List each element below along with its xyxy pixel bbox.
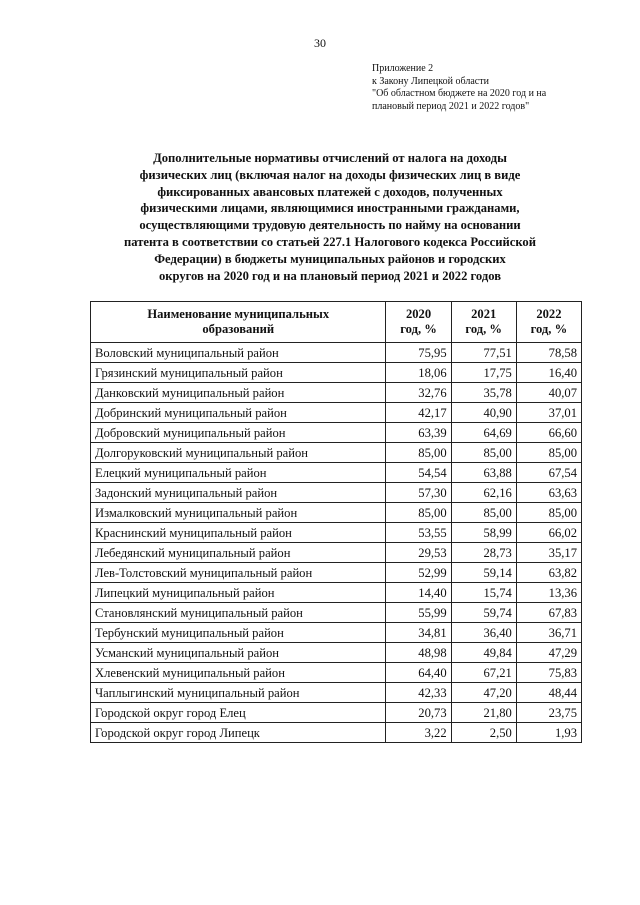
header-2020-line1: 2020 bbox=[405, 307, 432, 321]
cell-name: Становлянский муниципальный район bbox=[91, 603, 386, 623]
title-line: осуществляющими трудовую деятельность по найму на основании bbox=[139, 218, 521, 233]
cell-name: Липецкий муниципальный район bbox=[91, 583, 386, 603]
cell-name: Елецкий муниципальный район bbox=[91, 463, 386, 483]
cell-2020: 54,54 bbox=[386, 463, 451, 483]
cell-2021: 77,51 bbox=[451, 343, 516, 363]
cell-2022: 85,00 bbox=[516, 443, 581, 463]
cell-name: Задонский муниципальный район bbox=[91, 483, 386, 503]
cell-name: Краснинский муниципальный район bbox=[91, 523, 386, 543]
title-line: Дополнительные нормативы отчислений от налога на доходы bbox=[153, 151, 507, 165]
table-row bbox=[91, 563, 582, 583]
cell-name: Грязинский муниципальный район bbox=[91, 363, 386, 383]
table-row bbox=[91, 663, 582, 683]
cell-2020: 3,22 bbox=[386, 723, 451, 743]
cell-2022: 16,40 bbox=[516, 363, 581, 383]
header-2021-line1: 2021 bbox=[471, 307, 497, 321]
table-row bbox=[91, 683, 582, 703]
cell-2020: 29,53 bbox=[386, 543, 451, 563]
cell-2021: 85,00 bbox=[451, 503, 516, 523]
cell-name: Чаплыгинский муниципальный район bbox=[91, 683, 386, 703]
cell-name: Городской округ город Елец bbox=[91, 703, 386, 723]
header-name bbox=[91, 302, 386, 343]
cell-2021: 40,90 bbox=[451, 403, 516, 423]
cell-name: Добринский муниципальный район bbox=[91, 403, 386, 423]
cell-2022: 67,54 bbox=[516, 463, 581, 483]
cell-2021: 85,00 bbox=[451, 443, 516, 463]
cell-2021: 58,99 bbox=[451, 523, 516, 543]
cell-name: Лев-Толстовский муниципальный район bbox=[91, 563, 386, 583]
table-row bbox=[91, 623, 582, 643]
cell-name: Измалковский муниципальный район bbox=[91, 503, 386, 523]
cell-2020: 32,76 bbox=[386, 383, 451, 403]
cell-2021: 63,88 bbox=[451, 463, 516, 483]
document-title bbox=[78, 150, 582, 284]
cell-2021: 28,73 bbox=[451, 543, 516, 563]
cell-2021: 47,20 bbox=[451, 683, 516, 703]
appendix-line: Приложение 2 bbox=[372, 63, 434, 74]
cell-2021: 49,84 bbox=[451, 643, 516, 663]
cell-2021: 17,75 bbox=[451, 363, 516, 383]
table-header-row bbox=[91, 302, 582, 343]
header-2020 bbox=[386, 302, 451, 343]
cell-2022: 40,07 bbox=[516, 383, 581, 403]
cell-2022: 66,02 bbox=[516, 523, 581, 543]
page-number: 30 bbox=[314, 36, 326, 50]
cell-2020: 14,40 bbox=[386, 583, 451, 603]
cell-2021: 59,14 bbox=[451, 563, 516, 583]
cell-2021: 21,80 bbox=[451, 703, 516, 723]
table-row bbox=[91, 343, 582, 363]
header-2022 bbox=[516, 302, 581, 343]
cell-2022: 23,75 bbox=[516, 703, 581, 723]
cell-2020: 42,33 bbox=[386, 683, 451, 703]
table-row bbox=[91, 443, 582, 463]
header-2022-line2: год, % bbox=[530, 322, 568, 336]
norms-table bbox=[90, 301, 582, 743]
cell-2022: 63,63 bbox=[516, 483, 581, 503]
header-2021 bbox=[451, 302, 516, 343]
cell-2022: 78,58 bbox=[516, 343, 581, 363]
table-row bbox=[91, 723, 582, 743]
table-row bbox=[91, 543, 582, 563]
table-row bbox=[91, 603, 582, 623]
cell-name: Воловский муниципальный район bbox=[91, 343, 386, 363]
cell-name: Хлевенский муниципальный район bbox=[91, 663, 386, 683]
cell-2022: 85,00 bbox=[516, 503, 581, 523]
cell-name: Данковский муниципальный район bbox=[91, 383, 386, 403]
title-line: патента в соответствии со статьей 227.1 Налогового кодекса Российской bbox=[124, 234, 536, 249]
cell-2020: 75,95 bbox=[386, 343, 451, 363]
cell-2022: 36,71 bbox=[516, 623, 581, 643]
cell-2020: 42,17 bbox=[386, 403, 451, 423]
cell-2021: 67,21 bbox=[451, 663, 516, 683]
table-row bbox=[91, 483, 582, 503]
cell-2022: 63,82 bbox=[516, 563, 581, 583]
cell-2021: 59,74 bbox=[451, 603, 516, 623]
header-name-line1: Наименование муниципальных bbox=[147, 307, 330, 321]
cell-2020: 63,39 bbox=[386, 423, 451, 443]
cell-name: Городской округ город Липецк bbox=[91, 723, 386, 743]
cell-2020: 85,00 bbox=[386, 503, 451, 523]
cell-2022: 35,17 bbox=[516, 543, 581, 563]
table-row bbox=[91, 363, 582, 383]
cell-2020: 64,40 bbox=[386, 663, 451, 683]
cell-name: Добровский муниципальный район bbox=[91, 423, 386, 443]
cell-2020: 55,99 bbox=[386, 603, 451, 623]
cell-name: Долгоруковский муниципальный район bbox=[91, 443, 386, 463]
table-row bbox=[91, 503, 582, 523]
cell-2021: 36,40 bbox=[451, 623, 516, 643]
cell-2022: 47,29 bbox=[516, 643, 581, 663]
appendix-note bbox=[372, 63, 622, 113]
cell-2020: 34,81 bbox=[386, 623, 451, 643]
cell-2020: 57,30 bbox=[386, 483, 451, 503]
cell-2021: 15,74 bbox=[451, 583, 516, 603]
title-line: физических лиц (включая налог на доходы физических лиц в виде bbox=[139, 167, 521, 182]
cell-2021: 35,78 bbox=[451, 383, 516, 403]
appendix-line: к Закону Липецкой области bbox=[372, 75, 489, 87]
header-2022-line1: 2022 bbox=[536, 307, 562, 321]
table-row bbox=[91, 523, 582, 543]
cell-2020: 48,98 bbox=[386, 643, 451, 663]
cell-2020: 52,99 bbox=[386, 563, 451, 583]
table-row bbox=[91, 703, 582, 723]
table-row bbox=[91, 423, 582, 443]
table-body bbox=[91, 343, 582, 743]
cell-2022: 67,83 bbox=[516, 603, 581, 623]
cell-name: Лебедянский муниципальный район bbox=[91, 543, 386, 563]
title-line: физическими лицами, являющимися иностранными гражданами, bbox=[140, 201, 520, 216]
cell-2022: 48,44 bbox=[516, 683, 581, 703]
cell-name: Усманский муниципальный район bbox=[91, 643, 386, 663]
title-line: фиксированных авансовых платежей с доходов, полученных bbox=[157, 184, 503, 199]
header-2021-line2: год, % bbox=[465, 322, 503, 336]
appendix-line: плановый период 2021 и 2022 годов" bbox=[372, 100, 530, 112]
cell-2020: 85,00 bbox=[386, 443, 451, 463]
cell-name: Тербунский муниципальный район bbox=[91, 623, 386, 643]
cell-2022: 13,36 bbox=[516, 583, 581, 603]
title-line: Федерации) в бюджеты муниципальных районов и городских bbox=[154, 251, 506, 266]
table-row bbox=[91, 643, 582, 663]
cell-2020: 18,06 bbox=[386, 363, 451, 383]
cell-2021: 64,69 bbox=[451, 423, 516, 443]
appendix-line: "Об областном бюджете на 2020 год и на bbox=[372, 88, 547, 99]
table-row bbox=[91, 383, 582, 403]
title-line: округов на 2020 год и на плановый период 2021 и 2022 годов bbox=[158, 268, 502, 283]
cell-2021: 2,50 bbox=[451, 723, 516, 743]
cell-2022: 66,60 bbox=[516, 423, 581, 443]
cell-2020: 53,55 bbox=[386, 523, 451, 543]
cell-2022: 37,01 bbox=[516, 403, 581, 423]
cell-2020: 20,73 bbox=[386, 703, 451, 723]
table-row bbox=[91, 463, 582, 483]
cell-2022: 1,93 bbox=[516, 723, 581, 743]
cell-2021: 62,16 bbox=[451, 483, 516, 503]
header-2020-line2: год, % bbox=[400, 322, 437, 336]
table-row bbox=[91, 583, 582, 603]
table-row bbox=[91, 403, 582, 423]
header-name-line2: образований bbox=[202, 322, 275, 336]
cell-2022: 75,83 bbox=[516, 663, 581, 683]
